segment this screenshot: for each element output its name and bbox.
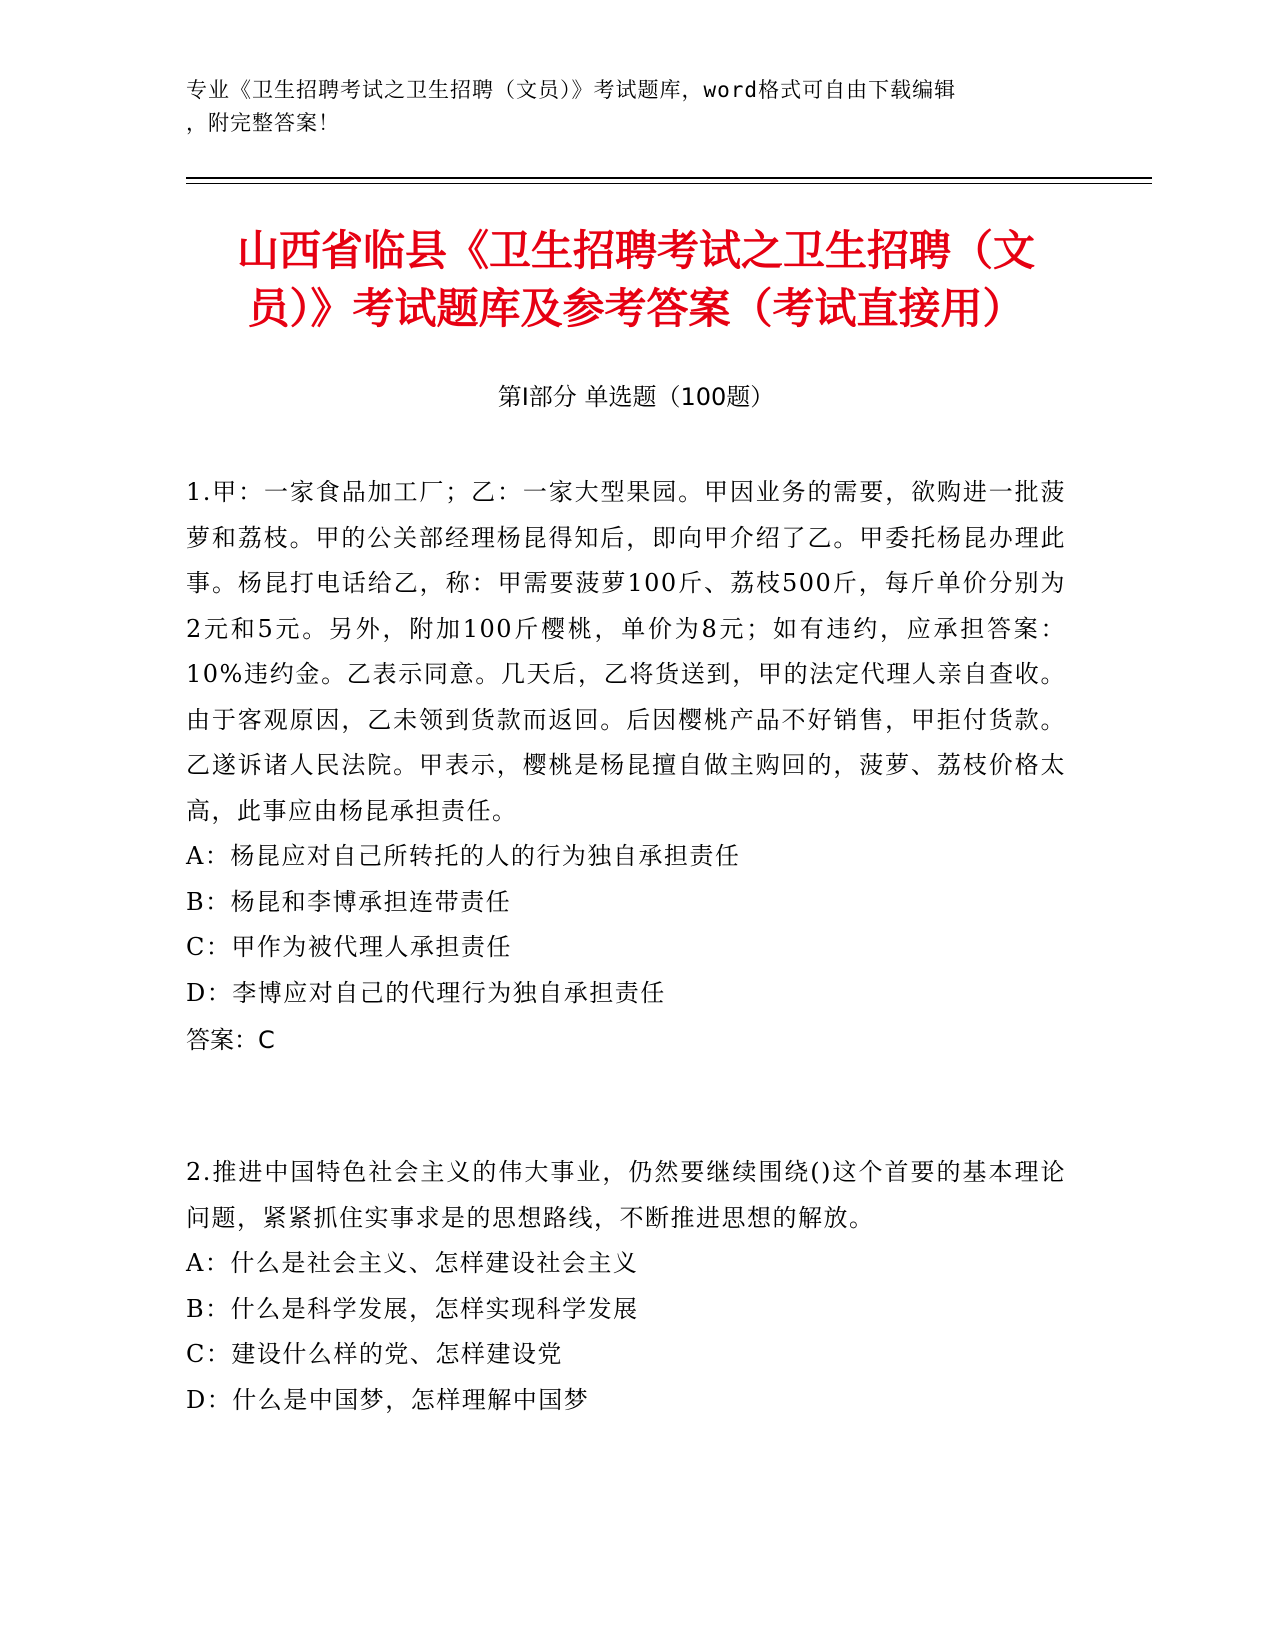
document-title-line-1: 山西省临县《卫生招聘考试之卫生招聘（文 [236,226,1035,275]
question-1-option-c: C：甲作为被代理人承担责任 [186,933,512,961]
question-1-option-a: A：杨昆应对自己所转托的人的行为独自承担责任 [186,842,741,870]
document-title-line-2: 员）》考试题库及参考答案（考试直接用） [247,284,1025,333]
question-1-stem: 1.甲：一家食品加工厂；乙：一家大型果园。甲因业务的需要，欲购进一批菠萝和荔枝。甲的公关部经理杨昆得知后，即向甲介绍了乙。甲委托杨昆办理此事。杨昆打电话给乙，称：甲需要菠萝100斤、荔枝500斤，每斤单价分别为2元和5元。另外，附加100斤樱桃，单价为8元；如有违约，应承担答案：10%违约金。乙表示同意。几天后，乙将货送到，甲的法定代理人亲自查收。由于客观原因，乙未领到货款而返回。后因樱桃产品不好销售，甲拒付货款。乙遂诉诸人民法院。甲表示，樱桃是杨昆擅自做主购回的，菠萝、荔枝价格太高，此事应由杨昆承担责任。 [186,478,1066,825]
question-2-option-b: B：什么是科学发展，怎样实现科学发展 [186,1294,639,1323]
header-note-line-1: 专业《卫生招聘考试之卫生招聘（文员）》考试题库，word格式可自由下载编辑 [186,78,957,102]
header-note-line-2: ，附完整答案！ [186,111,340,135]
header-divider-thick [186,177,1152,179]
question-1-option-d: D：李博应对自己的代理行为独自承担责任 [186,978,666,1007]
question-2-stem: 2.推进中国特色社会主义的伟大事业，仍然要继续围绕()这个首要的基本理论问题，紧紧抓住实事求是的思想路线，不断推进思想的解放。 [186,1158,1066,1232]
question-1-option-b: B：杨昆和李博承担连带责任 [186,887,512,916]
header-note [186,74,1066,140]
question-2-option-a: A：什么是社会主义、怎样建设社会主义 [186,1249,639,1277]
question-2-option-c: C：建设什么样的党、怎样建设党 [186,1340,563,1368]
header-divider-thin [186,183,1152,184]
question-1-answer: 答案：C [186,1026,275,1054]
question-1 [186,470,1066,1064]
question-2 [186,1150,1066,1423]
section-heading: 第Ⅰ部分 单选题（100题） [497,383,775,411]
question-2-option-d: D：什么是中国梦，怎样理解中国梦 [186,1385,590,1414]
document-title [186,222,1086,338]
